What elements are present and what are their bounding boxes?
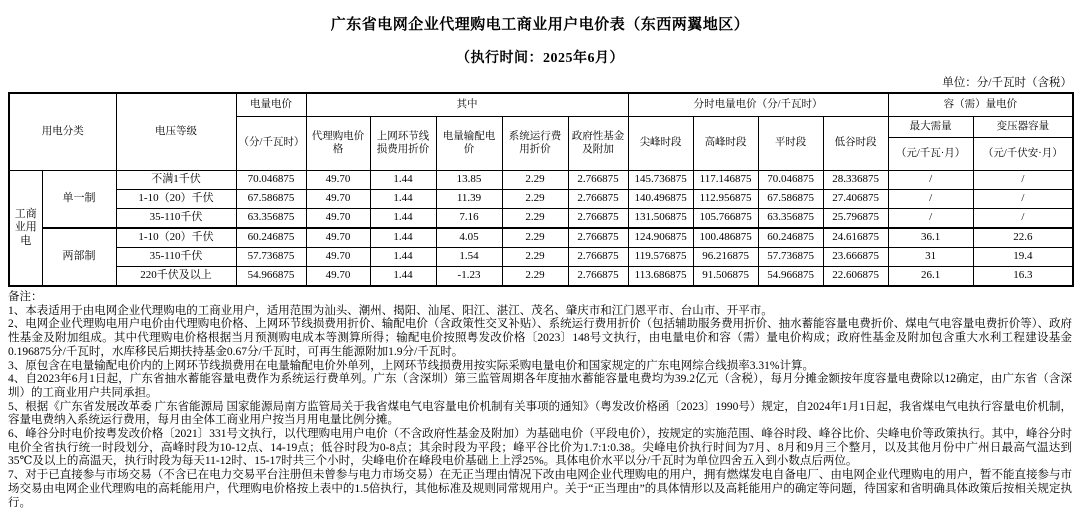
note-6: 6、峰谷分时电价按粤发改价格〔2021〕331号文执行，以代理购电用户电价（不含政府性基金及附加）为基础电价（平段电价），按规定的实施范围、峰谷时段、峰谷比价、尖峰电价等政策执行。其中，峰谷分时电价全省执行统一时段划分，高峰时段为10-12点、14-19点；低谷时段为0-8点；其余时段为平段；峰平谷比价为1.7:1:0.38。尖峰电价执行时间为7月、8月和9月三个整月，以及其他月份中广州日最高气温达到35℃及以上的高温天，执行时段为每天11-12时、15-17时共三个小时，尖峰电价在峰段电价基础上上浮25%。具体电价水平以分/千瓦时为单位四舍五入到小数点后两位。 <box>8 428 1072 468</box>
header-valley-period: 低谷时段 <box>823 117 888 171</box>
page-title: 广东省电网企业代理购电工商业用户电价表（东西两翼地区） <box>330 17 750 33</box>
notes-section <box>8 291 1072 510</box>
note-7: 7、对于已直接参与市场交易（不含已在电力交易平台注册但未曾参与电力市场交易）在无正当理由情况下改由电网企业代理购电的用户，拥有燃煤发电自备电厂、由电网企业代理购电的用户，暂不能直接参与市场交易由电网企业代理购电的高耗能用户，代理购电价格按上表中的1.5倍执行，其他标准及规则同常规用户。关于“正当理由”的具体情形以及高耗能用户的确定等问题，待国家和省明确具体政策后按相关规定执行。 <box>8 469 1072 509</box>
price-cell: 54.966875 <box>758 267 823 287</box>
table-row <box>9 209 1073 229</box>
header-grid-line-loss: 上网环节线损费用折价 <box>370 117 436 171</box>
note-4: 4、自2023年6月1日起，广东省抽水蓄能容量电费作为系统运行费单列。广东（含深圳）第三监管周期各年度抽水蓄能容量电费均为39.2亿元（含税），每月分摊金额按年度容量电费除以12确定，由广东省（含深圳）的工商业用户共同承担。 <box>8 373 1072 399</box>
price-cell: 1.54 <box>436 248 502 267</box>
price-cell: 117.146875 <box>693 171 758 190</box>
note-5: 5、根据《广东省发展改革委 广东省能源局 国家能源局南方监管局关于我省煤电气电容量电价机制有关事项的通知》（粤发改价格函〔2023〕1990号）规定，自2024年1月1日起，我省煤电气电执行容量电价机制，容量电费纳入系统运行费用，每月由全体工商业用户按当月用电量比例分摊。 <box>8 400 1072 427</box>
price-cell: 63.356875 <box>236 209 306 229</box>
price-cell: 1.44 <box>370 171 436 190</box>
header-transformer-capacity: 变压器容量 <box>973 117 1073 138</box>
price-cell: 49.70 <box>306 228 370 248</box>
table-row <box>9 190 1073 209</box>
price-cell: 145.736875 <box>628 171 693 190</box>
price-cell: 1.44 <box>370 228 436 248</box>
price-cell: 49.70 <box>306 190 370 209</box>
price-cell: 70.046875 <box>758 171 823 190</box>
header-usage-category: 用电分类 <box>9 93 116 171</box>
price-cell: / <box>888 171 973 190</box>
price-cell: 57.736875 <box>236 248 306 267</box>
price-cell: 67.586875 <box>236 190 306 209</box>
price-cell: 91.506875 <box>693 267 758 287</box>
price-cell: 105.766875 <box>693 209 758 229</box>
price-cell: 2.766875 <box>568 209 628 229</box>
header-gov-funds: 政府性基金及附加 <box>568 117 628 171</box>
header-capacity-price: 容（需）量电价 <box>888 93 1073 117</box>
price-cell: 49.70 <box>306 209 370 229</box>
price-cell: 2.29 <box>502 267 568 287</box>
price-cell: 2.29 <box>502 190 568 209</box>
header-max-demand-unit: （元/千瓦·月） <box>888 138 973 171</box>
price-cell: 7.16 <box>436 209 502 229</box>
price-cell: 2.766875 <box>568 171 628 190</box>
price-cell: 22.6 <box>973 228 1073 248</box>
price-cell: 1.44 <box>370 248 436 267</box>
price-cell: 2.29 <box>502 209 568 229</box>
notes-label: 备注： <box>8 291 43 303</box>
price-cell: 119.576875 <box>628 248 693 267</box>
price-cell: / <box>973 171 1073 190</box>
price-cell: 140.496875 <box>628 190 693 209</box>
header-voltage-level: 电压等级 <box>116 93 236 171</box>
price-cell: 26.1 <box>888 267 973 287</box>
header-flat-period: 平时段 <box>758 117 823 171</box>
table-row <box>9 248 1073 267</box>
price-cell: 1.44 <box>370 267 436 287</box>
price-cell: 54.966875 <box>236 267 306 287</box>
header-row-1 <box>9 93 1073 117</box>
price-cell: 131.506875 <box>628 209 693 229</box>
price-cell: / <box>888 209 973 229</box>
price-cell: 2.766875 <box>568 190 628 209</box>
price-cell: 60.246875 <box>758 228 823 248</box>
price-cell: 63.356875 <box>758 209 823 229</box>
price-cell: 13.85 <box>436 171 502 190</box>
price-cell: 2.766875 <box>568 228 628 248</box>
price-cell: 49.70 <box>306 267 370 287</box>
price-cell: 70.046875 <box>236 171 306 190</box>
price-cell: -1.23 <box>436 267 502 287</box>
header-high-period: 高峰时段 <box>693 117 758 171</box>
header-tou-price: 分时电量电价（分/千瓦时） <box>628 93 888 117</box>
price-cell: 2.766875 <box>568 248 628 267</box>
price-cell: 124.906875 <box>628 228 693 248</box>
price-cell: 49.70 <box>306 248 370 267</box>
price-cell: 67.586875 <box>758 190 823 209</box>
price-cell: 113.686875 <box>628 267 693 287</box>
price-cell: 31 <box>888 248 973 267</box>
execution-time-subtitle: （执行时间：2025年6月） <box>456 51 624 66</box>
price-cell: 16.3 <box>973 267 1073 287</box>
price-cell: / <box>888 190 973 209</box>
price-cell: 28.336875 <box>823 171 888 190</box>
header-among-which: 其中 <box>306 93 628 117</box>
price-cell: 19.4 <box>973 248 1073 267</box>
table-row <box>9 171 1073 190</box>
note-2: 2、电网企业代理购电用户电价由代理购电价格、上网环节线损费用折价、输配电价（含政策性交叉补贴）、系统运行费用折价（包括辅助服务费用折价、抽水蓄能容量电费折价、煤电气电容量电费折价等）、政府性基金及附加组成。其中代理购电价格根据当月预测购电成本等测算所得；输配电价按照粤发改价格〔2023〕148号文执行，由电量电价和容（需）量电价构成；政府性基金及附加包含重大水利工程建设基金0.196875分/千瓦时，水库移民后期扶持基金0.67分/千瓦时，可再生能源附加1.9分/千瓦时。 <box>8 318 1072 358</box>
price-cell: 2.766875 <box>568 267 628 287</box>
price-cell: 11.39 <box>436 190 502 209</box>
price-table <box>8 92 1074 287</box>
voltage-cell: 220千伏及以上 <box>116 267 236 287</box>
usage-category-cell: 工商业用电 <box>9 171 42 287</box>
voltage-cell: 1-10（20）千伏 <box>116 190 236 209</box>
price-cell: 96.216875 <box>693 248 758 267</box>
header-system-operation: 系统运行费用折价 <box>502 117 568 171</box>
price-cell: 22.606875 <box>823 267 888 287</box>
price-cell: 24.616875 <box>823 228 888 248</box>
price-cell: / <box>973 209 1073 229</box>
voltage-cell: 1-10（20）千伏 <box>116 228 236 248</box>
price-cell: 1.44 <box>370 190 436 209</box>
header-transmission-price: 电量输配电价 <box>436 117 502 171</box>
price-cell: 60.246875 <box>236 228 306 248</box>
header-transformer-capacity-unit: （元/千伏安·月） <box>973 138 1073 171</box>
price-cell: 2.29 <box>502 248 568 267</box>
price-cell: 2.29 <box>502 171 568 190</box>
price-cell: 57.736875 <box>758 248 823 267</box>
header-agency-price: 代理购电价格 <box>306 117 370 171</box>
header-max-demand: 最大需量 <box>888 117 973 138</box>
header-energy-price: 电量电价 <box>236 93 306 117</box>
voltage-cell: 不满1千伏 <box>116 171 236 190</box>
unit-note: 单位：分/千瓦时（含税） <box>942 77 1072 89</box>
voltage-cell: 35-110千伏 <box>116 209 236 229</box>
price-cell: 25.796875 <box>823 209 888 229</box>
group-label-single: 单一制 <box>42 171 116 229</box>
price-cell: 36.1 <box>888 228 973 248</box>
price-cell: / <box>973 190 1073 209</box>
price-cell: 1.44 <box>370 209 436 229</box>
note-1: 1、本表适用于由电网企业代理购电的工商业用户，适用范围为汕头、潮州、揭阳、汕尾、阳江、湛江、茂名、肇庆市和江门恩平市、台山市、开平市。 <box>8 304 773 317</box>
header-energy-price-unit: （分/千瓦时） <box>236 117 306 171</box>
table-row <box>9 267 1073 287</box>
note-3: 3、原包含在电量输配电价内的上网环节线损费用在电量输配电价外单列，上网环节线损费用按实际采购电量电价和国家规定的广东电网综合线损率3.31%计算。 <box>8 359 814 372</box>
price-cell: 100.486875 <box>693 228 758 248</box>
price-cell: 112.956875 <box>693 190 758 209</box>
price-cell: 23.666875 <box>823 248 888 267</box>
price-cell: 27.406875 <box>823 190 888 209</box>
header-peak-period: 尖峰时段 <box>628 117 693 171</box>
table-row <box>9 228 1073 248</box>
price-cell: 2.29 <box>502 228 568 248</box>
group-label-two-part: 两部制 <box>42 228 116 286</box>
price-cell: 49.70 <box>306 171 370 190</box>
voltage-cell: 35-110千伏 <box>116 248 236 267</box>
price-cell: 4.05 <box>436 228 502 248</box>
